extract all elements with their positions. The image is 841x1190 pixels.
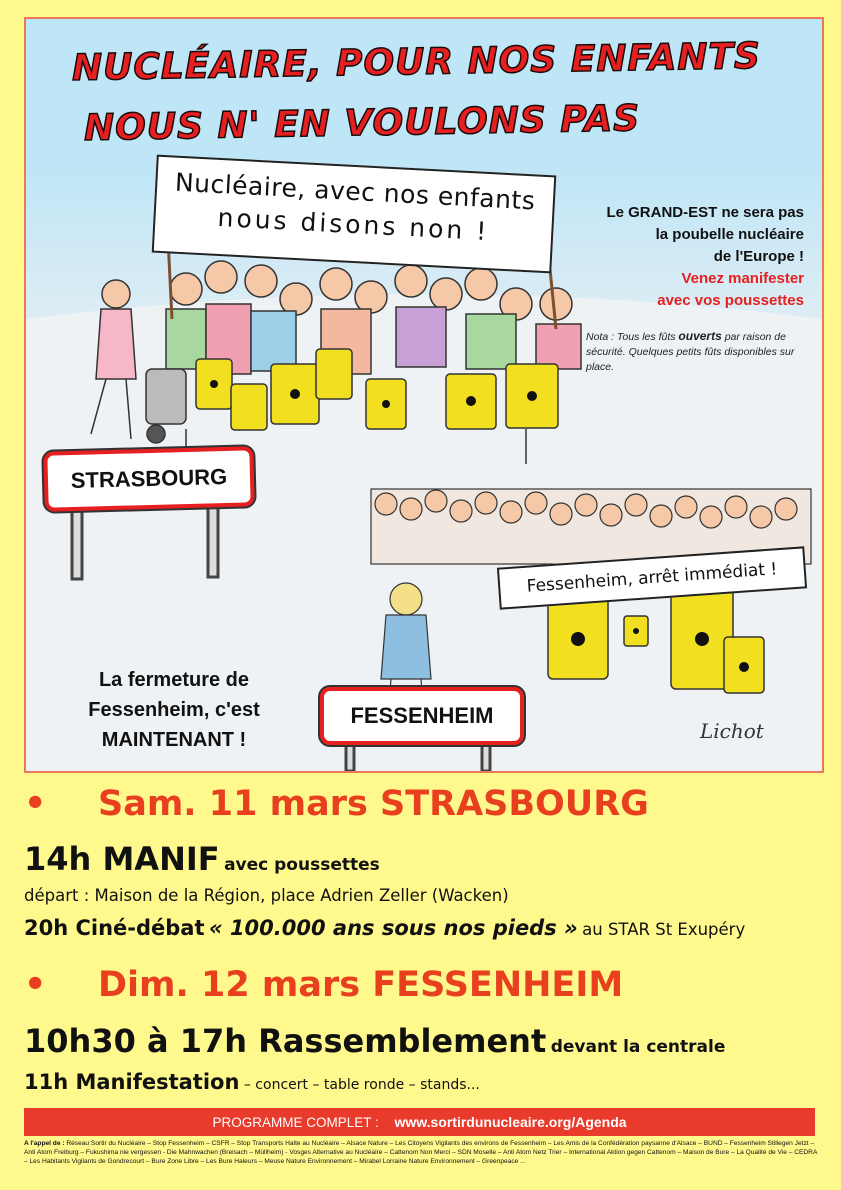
event-1-depart: départ : Maison de la Région, place Adrien Zeller (Wacken) bbox=[24, 886, 509, 905]
appel-text: Réseau Sortir du Nucléaire – Stop Fessenheim – CSFR – Stop Transports Halte au Nucléaire – Alsace Nature – Les Citoyens Vigilants des environs de Fessenheim – Les Amis de la Confédération paysanne d'Alsace – BUND – Fessenheim Stillegen Jetzt – Anti Atom Freiburg – Fukushima nie vergessen - Die Mahnwachen (Breisach – Müllheim) - Vosges Alternative au Nucléaire – Cattenom Non Merci – SDN Moselle – Anti Atom Netz Trier – International Aktion gegen Cattenom – Maison de Bure – La Qualité de Vie – CEDRA – Les Habitants Vigilants de Gondrecourt – Bure Zone Libre – Les Bure Haleurs – Meuse Nature Environnement – Mirabel Lorraine Nature Environnement – Greenpeace ... bbox=[24, 1140, 817, 1165]
event-1-cine-place: au STAR St Exupéry bbox=[582, 920, 746, 939]
event-2-title-text: Dim. 12 mars FESSENHEIM bbox=[98, 965, 624, 1005]
event-2-bullet: • bbox=[24, 965, 47, 1005]
nota-bold: ouverts bbox=[678, 329, 722, 343]
fermeture-message bbox=[44, 665, 304, 755]
event-2-rassemblement bbox=[24, 1022, 725, 1060]
event-1-title-text: Sam. 11 mars STRASBOURG bbox=[98, 784, 649, 824]
programme-bar bbox=[24, 1108, 815, 1136]
nota-text bbox=[586, 329, 796, 375]
headline-line-2: NOUS N' EN VOULONS PAS bbox=[83, 98, 641, 149]
artist-signature: Lichot bbox=[700, 719, 764, 743]
event-1-title bbox=[24, 784, 649, 824]
appel-label: A l'appel de : bbox=[24, 1140, 65, 1147]
appel-footer bbox=[24, 1139, 818, 1166]
fermeture-line-1: La fermeture de bbox=[98, 669, 250, 691]
programme-url-link[interactable]: www.sortirdunucleaire.org/Agenda bbox=[394, 1114, 627, 1130]
event-1-manif bbox=[24, 840, 380, 878]
side-message bbox=[564, 202, 804, 312]
side-line-3: de l'Europe ! bbox=[713, 248, 804, 265]
event-1-bullet: • bbox=[24, 784, 47, 824]
programme-label: PROGRAMME COMPLET : bbox=[212, 1115, 379, 1130]
protest-banner-line-1: Nucléaire, avec nos enfants bbox=[174, 167, 537, 216]
side-red-line-1: Venez manifester bbox=[681, 270, 804, 287]
protest-banner bbox=[152, 155, 557, 274]
event-1-manif-big: 14h MANIF bbox=[24, 840, 220, 878]
side-line-1: Le GRAND-EST ne sera pas bbox=[606, 204, 804, 221]
headline-line-1: NUCLÉAIRE, POUR NOS ENFANTS bbox=[71, 35, 762, 89]
protest-banner-line-2: nous disons non ! bbox=[216, 202, 490, 247]
fermeture-line-3: MAINTENANT ! bbox=[101, 729, 247, 751]
event-1-cine bbox=[24, 916, 745, 940]
sign-fessenheim: FESSENHEIM bbox=[320, 687, 524, 745]
event-1-cine-title: « 100.000 ans sous nos pieds » bbox=[208, 916, 578, 940]
protest-banner-fessenheim: Fessenheim, arrêt immédiat ! bbox=[497, 546, 807, 609]
side-line-2: la poubelle nucléaire bbox=[655, 226, 804, 243]
event-1-manif-small: avec poussettes bbox=[224, 855, 380, 875]
cartoon-illustration bbox=[24, 17, 824, 773]
event-2-title bbox=[24, 965, 623, 1005]
side-red-line-2: avec vos poussettes bbox=[657, 292, 804, 309]
sign-strasbourg: STRASBOURG bbox=[43, 446, 254, 511]
event-2-rass-small: devant la centrale bbox=[550, 1037, 726, 1057]
event-2-rass-big: 10h30 à 17h Rassemblement bbox=[24, 1022, 547, 1060]
fermeture-line-2: Fessenheim, c'est bbox=[88, 699, 260, 721]
nota-prefix: Nota : Tous les fûts bbox=[586, 331, 676, 343]
nota-rest: par raison de sécurité. Quelques petits fûts disponibles sur place. bbox=[586, 331, 795, 373]
event-2-manif-bold: 11h Manifestation bbox=[24, 1070, 240, 1094]
event-2-manif-rest: – concert – table ronde – stands... bbox=[243, 1077, 480, 1093]
event-2-manifestation bbox=[24, 1070, 480, 1094]
event-1-cine-bold: 20h Ciné-débat bbox=[24, 916, 205, 940]
